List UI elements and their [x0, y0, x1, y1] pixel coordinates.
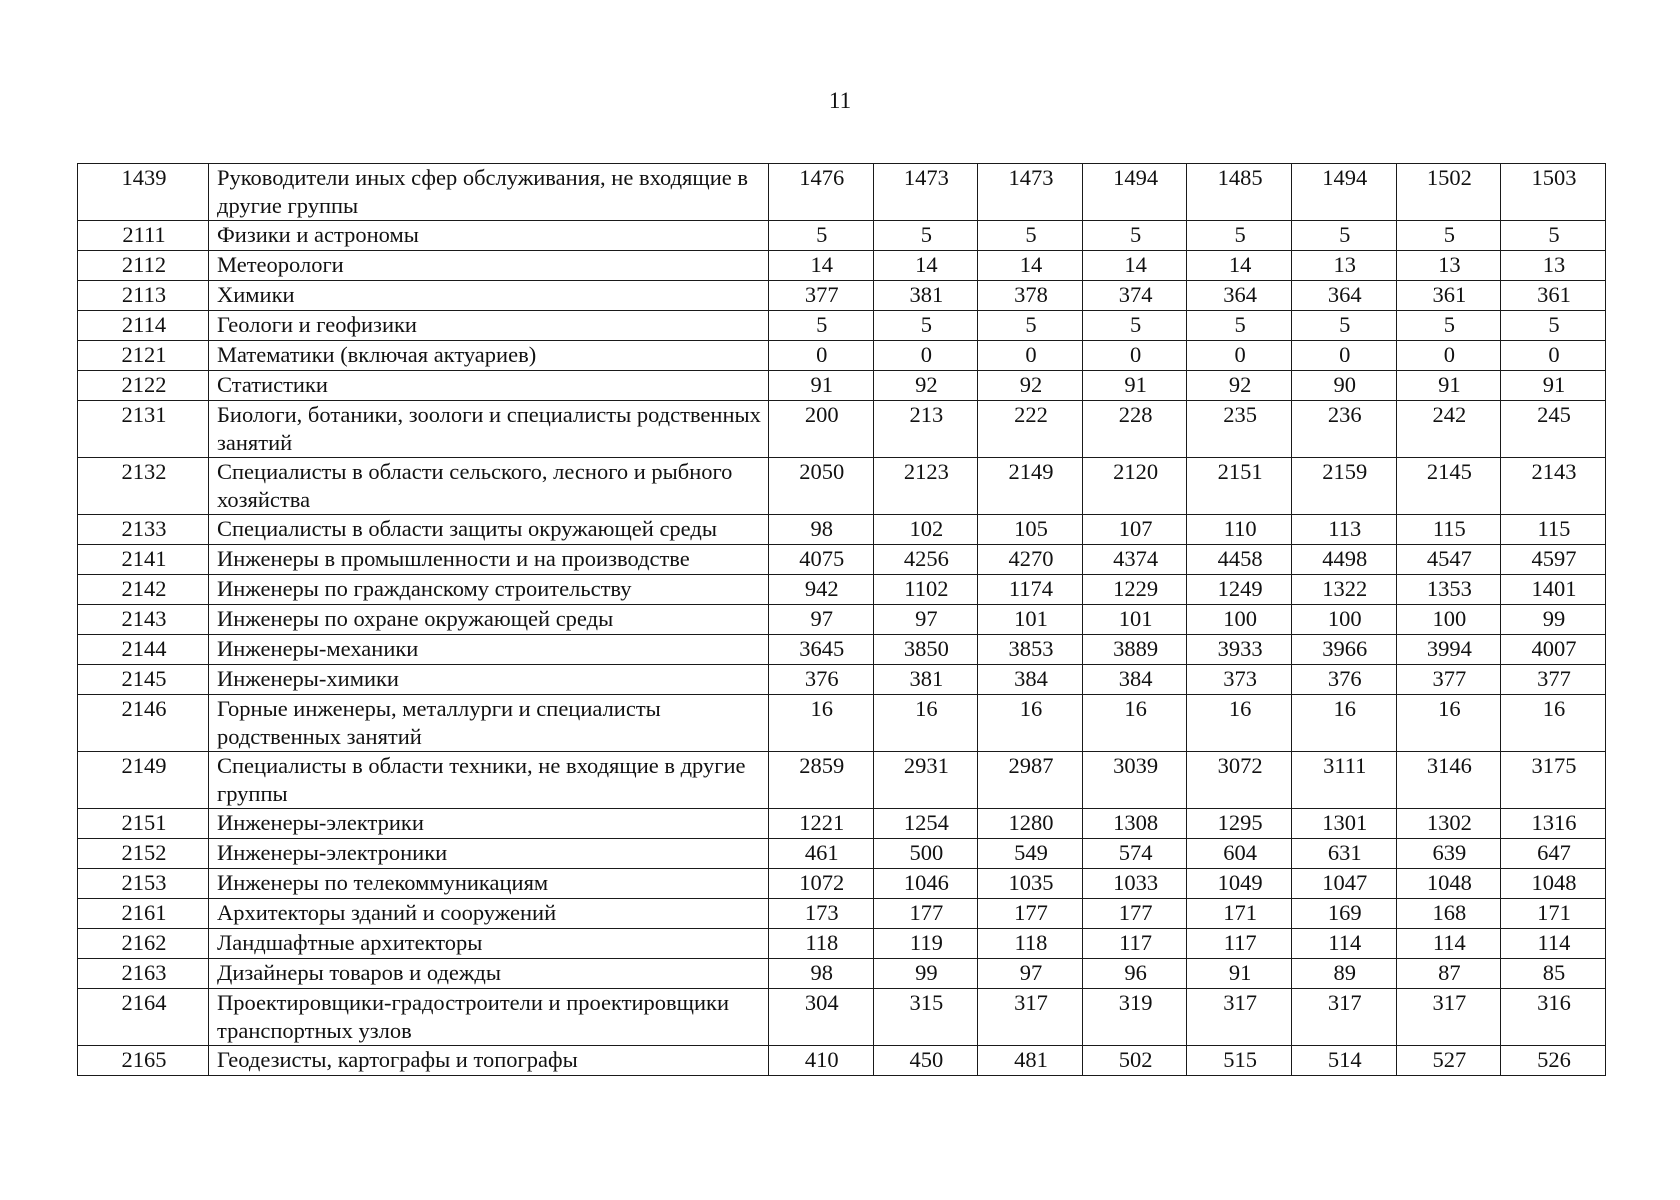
occupation-name: Специалисты в области техники, не входящие в другие группы [209, 752, 769, 809]
table-row [78, 371, 1606, 401]
value-cell: 377 [1501, 665, 1606, 695]
table-row [78, 515, 1606, 545]
occupation-code: 2132 [78, 458, 209, 515]
value-cell: 378 [978, 281, 1083, 311]
value-cell: 13 [1501, 251, 1606, 281]
value-cell: 115 [1396, 515, 1501, 545]
value-cell: 14 [1187, 251, 1292, 281]
table-row [78, 164, 1606, 221]
value-cell: 4270 [978, 545, 1083, 575]
occupation-code: 2114 [78, 311, 209, 341]
occupation-code: 1439 [78, 164, 209, 221]
table-row [78, 989, 1606, 1046]
value-cell: 5 [978, 221, 1083, 251]
occupation-name: Биологи, ботаники, зоологи и специалисты родственных занятий [209, 401, 769, 458]
value-cell: 16 [978, 695, 1083, 752]
value-cell: 5 [1291, 221, 1396, 251]
value-cell: 450 [873, 1046, 978, 1076]
value-cell: 1229 [1082, 575, 1187, 605]
table-row [78, 575, 1606, 605]
value-cell: 5 [1501, 221, 1606, 251]
value-cell: 4374 [1082, 545, 1187, 575]
value-cell: 5 [769, 221, 874, 251]
value-cell: 5 [769, 311, 874, 341]
value-cell: 1494 [1291, 164, 1396, 221]
value-cell: 2120 [1082, 458, 1187, 515]
value-cell: 5 [873, 221, 978, 251]
value-cell: 4075 [769, 545, 874, 575]
value-cell: 13 [1291, 251, 1396, 281]
value-cell: 376 [769, 665, 874, 695]
value-cell: 222 [978, 401, 1083, 458]
value-cell: 213 [873, 401, 978, 458]
value-cell: 1503 [1501, 164, 1606, 221]
value-cell: 92 [873, 371, 978, 401]
occupation-name: Специалисты в области сельского, лесного и рыбного хозяйства [209, 458, 769, 515]
occupation-name: Инженеры по гражданскому строительству [209, 575, 769, 605]
value-cell: 5 [1501, 311, 1606, 341]
table-row [78, 635, 1606, 665]
value-cell: 102 [873, 515, 978, 545]
occupation-name: Ландшафтные архитекторы [209, 929, 769, 959]
value-cell: 5 [1291, 311, 1396, 341]
value-cell: 114 [1291, 929, 1396, 959]
occupation-name: Дизайнеры товаров и одежды [209, 959, 769, 989]
occupation-name: Статистики [209, 371, 769, 401]
value-cell: 0 [1291, 341, 1396, 371]
occupation-code: 2152 [78, 839, 209, 869]
value-cell: 91 [1396, 371, 1501, 401]
value-cell: 242 [1396, 401, 1501, 458]
occupation-name: Специалисты в области защиты окружающей среды [209, 515, 769, 545]
value-cell: 1072 [769, 869, 874, 899]
value-cell: 3111 [1291, 752, 1396, 809]
occupation-name: Инженеры по телекоммуникациям [209, 869, 769, 899]
value-cell: 1473 [873, 164, 978, 221]
value-cell: 100 [1187, 605, 1292, 635]
value-cell: 2987 [978, 752, 1083, 809]
table-row [78, 869, 1606, 899]
value-cell: 16 [1396, 695, 1501, 752]
occupation-name: Инженеры-химики [209, 665, 769, 695]
value-cell: 115 [1501, 515, 1606, 545]
value-cell: 1494 [1082, 164, 1187, 221]
value-cell: 114 [1396, 929, 1501, 959]
occupation-code: 2112 [78, 251, 209, 281]
value-cell: 1473 [978, 164, 1083, 221]
value-cell: 647 [1501, 839, 1606, 869]
occupation-name: Химики [209, 281, 769, 311]
table-row [78, 341, 1606, 371]
occupation-code: 2164 [78, 989, 209, 1046]
occupation-name: Проектировщики-градостроители и проектировщики транспортных узлов [209, 989, 769, 1046]
value-cell: 1033 [1082, 869, 1187, 899]
value-cell: 4256 [873, 545, 978, 575]
table-row [78, 401, 1606, 458]
value-cell: 1046 [873, 869, 978, 899]
value-cell: 99 [1501, 605, 1606, 635]
occupation-code: 2145 [78, 665, 209, 695]
table-row [78, 458, 1606, 515]
occupation-name: Инженеры в промышленности и на производстве [209, 545, 769, 575]
occupation-code: 2133 [78, 515, 209, 545]
value-cell: 1295 [1187, 809, 1292, 839]
table-row [78, 605, 1606, 635]
value-cell: 98 [769, 515, 874, 545]
value-cell: 364 [1291, 281, 1396, 311]
value-cell: 16 [1082, 695, 1187, 752]
value-cell: 96 [1082, 959, 1187, 989]
value-cell: 1322 [1291, 575, 1396, 605]
value-cell: 171 [1501, 899, 1606, 929]
value-cell: 3853 [978, 635, 1083, 665]
value-cell: 604 [1187, 839, 1292, 869]
value-cell: 228 [1082, 401, 1187, 458]
value-cell: 118 [978, 929, 1083, 959]
value-cell: 574 [1082, 839, 1187, 869]
occupation-name: Физики и астрономы [209, 221, 769, 251]
value-cell: 317 [978, 989, 1083, 1046]
value-cell: 0 [873, 341, 978, 371]
value-cell: 91 [1187, 959, 1292, 989]
value-cell: 14 [873, 251, 978, 281]
value-cell: 4597 [1501, 545, 1606, 575]
occupation-code: 2165 [78, 1046, 209, 1076]
occupation-code: 2131 [78, 401, 209, 458]
value-cell: 3933 [1187, 635, 1292, 665]
value-cell: 2149 [978, 458, 1083, 515]
value-cell: 526 [1501, 1046, 1606, 1076]
value-cell: 98 [769, 959, 874, 989]
value-cell: 5 [1082, 311, 1187, 341]
value-cell: 0 [1396, 341, 1501, 371]
table-row [78, 695, 1606, 752]
table-row [78, 281, 1606, 311]
occupation-name: Руководители иных сфер обслуживания, не входящие в другие группы [209, 164, 769, 221]
value-cell: 114 [1501, 929, 1606, 959]
value-cell: 1401 [1501, 575, 1606, 605]
value-cell: 1476 [769, 164, 874, 221]
occupation-name: Математики (включая актуариев) [209, 341, 769, 371]
page-number: 11 [828, 88, 852, 113]
value-cell: 1302 [1396, 809, 1501, 839]
value-cell: 361 [1396, 281, 1501, 311]
value-cell: 315 [873, 989, 978, 1046]
value-cell: 639 [1396, 839, 1501, 869]
value-cell: 377 [769, 281, 874, 311]
occupation-code: 2146 [78, 695, 209, 752]
value-cell: 3966 [1291, 635, 1396, 665]
value-cell: 0 [978, 341, 1083, 371]
occupation-code: 2162 [78, 929, 209, 959]
value-cell: 374 [1082, 281, 1187, 311]
value-cell: 16 [1187, 695, 1292, 752]
value-cell: 3175 [1501, 752, 1606, 809]
value-cell: 5 [1396, 221, 1501, 251]
value-cell: 200 [769, 401, 874, 458]
value-cell: 5 [1082, 221, 1187, 251]
value-cell: 245 [1501, 401, 1606, 458]
table-row [78, 899, 1606, 929]
value-cell: 317 [1396, 989, 1501, 1046]
value-cell: 2151 [1187, 458, 1292, 515]
occupation-name: Горные инженеры, металлурги и специалисты родственных занятий [209, 695, 769, 752]
value-cell: 1502 [1396, 164, 1501, 221]
value-cell: 0 [1082, 341, 1187, 371]
value-cell: 4458 [1187, 545, 1292, 575]
value-cell: 317 [1187, 989, 1292, 1046]
value-cell: 177 [1082, 899, 1187, 929]
value-cell: 2123 [873, 458, 978, 515]
value-cell: 97 [873, 605, 978, 635]
value-cell: 168 [1396, 899, 1501, 929]
value-cell: 481 [978, 1046, 1083, 1076]
value-cell: 4498 [1291, 545, 1396, 575]
occupation-code: 2122 [78, 371, 209, 401]
value-cell: 100 [1396, 605, 1501, 635]
value-cell: 316 [1501, 989, 1606, 1046]
value-cell: 16 [769, 695, 874, 752]
table-row [78, 929, 1606, 959]
value-cell: 364 [1187, 281, 1292, 311]
value-cell: 177 [978, 899, 1083, 929]
value-cell: 3039 [1082, 752, 1187, 809]
occupation-name: Метеорологи [209, 251, 769, 281]
value-cell: 113 [1291, 515, 1396, 545]
value-cell: 373 [1187, 665, 1292, 695]
table-row [78, 311, 1606, 341]
value-cell: 3850 [873, 635, 978, 665]
value-cell: 5 [978, 311, 1083, 341]
occupation-name: Архитекторы зданий и сооружений [209, 899, 769, 929]
occupation-code: 2121 [78, 341, 209, 371]
table-row [78, 752, 1606, 809]
value-cell: 13 [1396, 251, 1501, 281]
value-cell: 14 [769, 251, 874, 281]
value-cell: 1249 [1187, 575, 1292, 605]
value-cell: 3645 [769, 635, 874, 665]
table-row [78, 1046, 1606, 1076]
table-row [78, 221, 1606, 251]
value-cell: 110 [1187, 515, 1292, 545]
value-cell: 1035 [978, 869, 1083, 899]
value-cell: 3146 [1396, 752, 1501, 809]
value-cell: 381 [873, 281, 978, 311]
value-cell: 514 [1291, 1046, 1396, 1076]
value-cell: 1048 [1396, 869, 1501, 899]
table-row [78, 839, 1606, 869]
value-cell: 0 [1501, 341, 1606, 371]
value-cell: 1485 [1187, 164, 1292, 221]
value-cell: 1047 [1291, 869, 1396, 899]
occupation-code: 2153 [78, 869, 209, 899]
value-cell: 236 [1291, 401, 1396, 458]
occupation-code: 2113 [78, 281, 209, 311]
value-cell: 2143 [1501, 458, 1606, 515]
value-cell: 377 [1396, 665, 1501, 695]
value-cell: 5 [1187, 311, 1292, 341]
value-cell: 91 [1082, 371, 1187, 401]
occupation-name: Инженеры-механики [209, 635, 769, 665]
value-cell: 3889 [1082, 635, 1187, 665]
value-cell: 319 [1082, 989, 1187, 1046]
value-cell: 100 [1291, 605, 1396, 635]
value-cell: 90 [1291, 371, 1396, 401]
value-cell: 3072 [1187, 752, 1292, 809]
value-cell: 235 [1187, 401, 1292, 458]
occupation-name: Геодезисты, картографы и топографы [209, 1046, 769, 1076]
value-cell: 119 [873, 929, 978, 959]
occupation-name: Инженеры по охране окружающей среды [209, 605, 769, 635]
value-cell: 97 [978, 959, 1083, 989]
value-cell: 107 [1082, 515, 1187, 545]
occupation-code: 2141 [78, 545, 209, 575]
occupation-code: 2151 [78, 809, 209, 839]
value-cell: 0 [1187, 341, 1292, 371]
value-cell: 117 [1187, 929, 1292, 959]
value-cell: 1301 [1291, 809, 1396, 839]
value-cell: 92 [1187, 371, 1292, 401]
value-cell: 91 [769, 371, 874, 401]
occupation-name: Инженеры-электрики [209, 809, 769, 839]
occupation-name: Геологи и геофизики [209, 311, 769, 341]
table-row [78, 251, 1606, 281]
value-cell: 99 [873, 959, 978, 989]
value-cell: 942 [769, 575, 874, 605]
value-cell: 1049 [1187, 869, 1292, 899]
value-cell: 14 [1082, 251, 1187, 281]
value-cell: 171 [1187, 899, 1292, 929]
value-cell: 101 [1082, 605, 1187, 635]
value-cell: 117 [1082, 929, 1187, 959]
value-cell: 87 [1396, 959, 1501, 989]
value-cell: 631 [1291, 839, 1396, 869]
value-cell: 304 [769, 989, 874, 1046]
value-cell: 376 [1291, 665, 1396, 695]
occupation-code: 2149 [78, 752, 209, 809]
value-cell: 5 [1187, 221, 1292, 251]
occupation-table [77, 163, 1606, 1076]
value-cell: 1308 [1082, 809, 1187, 839]
value-cell: 1316 [1501, 809, 1606, 839]
value-cell: 461 [769, 839, 874, 869]
value-cell: 381 [873, 665, 978, 695]
value-cell: 91 [1501, 371, 1606, 401]
value-cell: 2931 [873, 752, 978, 809]
value-cell: 500 [873, 839, 978, 869]
value-cell: 1353 [1396, 575, 1501, 605]
value-cell: 2159 [1291, 458, 1396, 515]
value-cell: 317 [1291, 989, 1396, 1046]
occupation-code: 2163 [78, 959, 209, 989]
value-cell: 89 [1291, 959, 1396, 989]
value-cell: 384 [978, 665, 1083, 695]
value-cell: 4547 [1396, 545, 1501, 575]
value-cell: 5 [873, 311, 978, 341]
value-cell: 0 [769, 341, 874, 371]
table-row [78, 545, 1606, 575]
value-cell: 92 [978, 371, 1083, 401]
value-cell: 2050 [769, 458, 874, 515]
value-cell: 515 [1187, 1046, 1292, 1076]
value-cell: 2859 [769, 752, 874, 809]
occupation-code: 2142 [78, 575, 209, 605]
value-cell: 173 [769, 899, 874, 929]
table-row [78, 959, 1606, 989]
value-cell: 3994 [1396, 635, 1501, 665]
value-cell: 14 [978, 251, 1083, 281]
occupation-code: 2111 [78, 221, 209, 251]
occupation-code: 2161 [78, 899, 209, 929]
value-cell: 97 [769, 605, 874, 635]
value-cell: 169 [1291, 899, 1396, 929]
value-cell: 16 [1291, 695, 1396, 752]
value-cell: 4007 [1501, 635, 1606, 665]
value-cell: 16 [1501, 695, 1606, 752]
value-cell: 2145 [1396, 458, 1501, 515]
value-cell: 1254 [873, 809, 978, 839]
value-cell: 101 [978, 605, 1083, 635]
value-cell: 1174 [978, 575, 1083, 605]
value-cell: 85 [1501, 959, 1606, 989]
value-cell: 549 [978, 839, 1083, 869]
value-cell: 502 [1082, 1046, 1187, 1076]
value-cell: 118 [769, 929, 874, 959]
value-cell: 1280 [978, 809, 1083, 839]
value-cell: 177 [873, 899, 978, 929]
value-cell: 410 [769, 1046, 874, 1076]
value-cell: 384 [1082, 665, 1187, 695]
value-cell: 1221 [769, 809, 874, 839]
value-cell: 16 [873, 695, 978, 752]
occupation-code: 2144 [78, 635, 209, 665]
occupation-name: Инженеры-электроники [209, 839, 769, 869]
table-body [78, 164, 1606, 1076]
occupation-code: 2143 [78, 605, 209, 635]
value-cell: 1102 [873, 575, 978, 605]
table-row [78, 809, 1606, 839]
table-row [78, 665, 1606, 695]
value-cell: 5 [1396, 311, 1501, 341]
value-cell: 105 [978, 515, 1083, 545]
value-cell: 527 [1396, 1046, 1501, 1076]
value-cell: 361 [1501, 281, 1606, 311]
value-cell: 1048 [1501, 869, 1606, 899]
